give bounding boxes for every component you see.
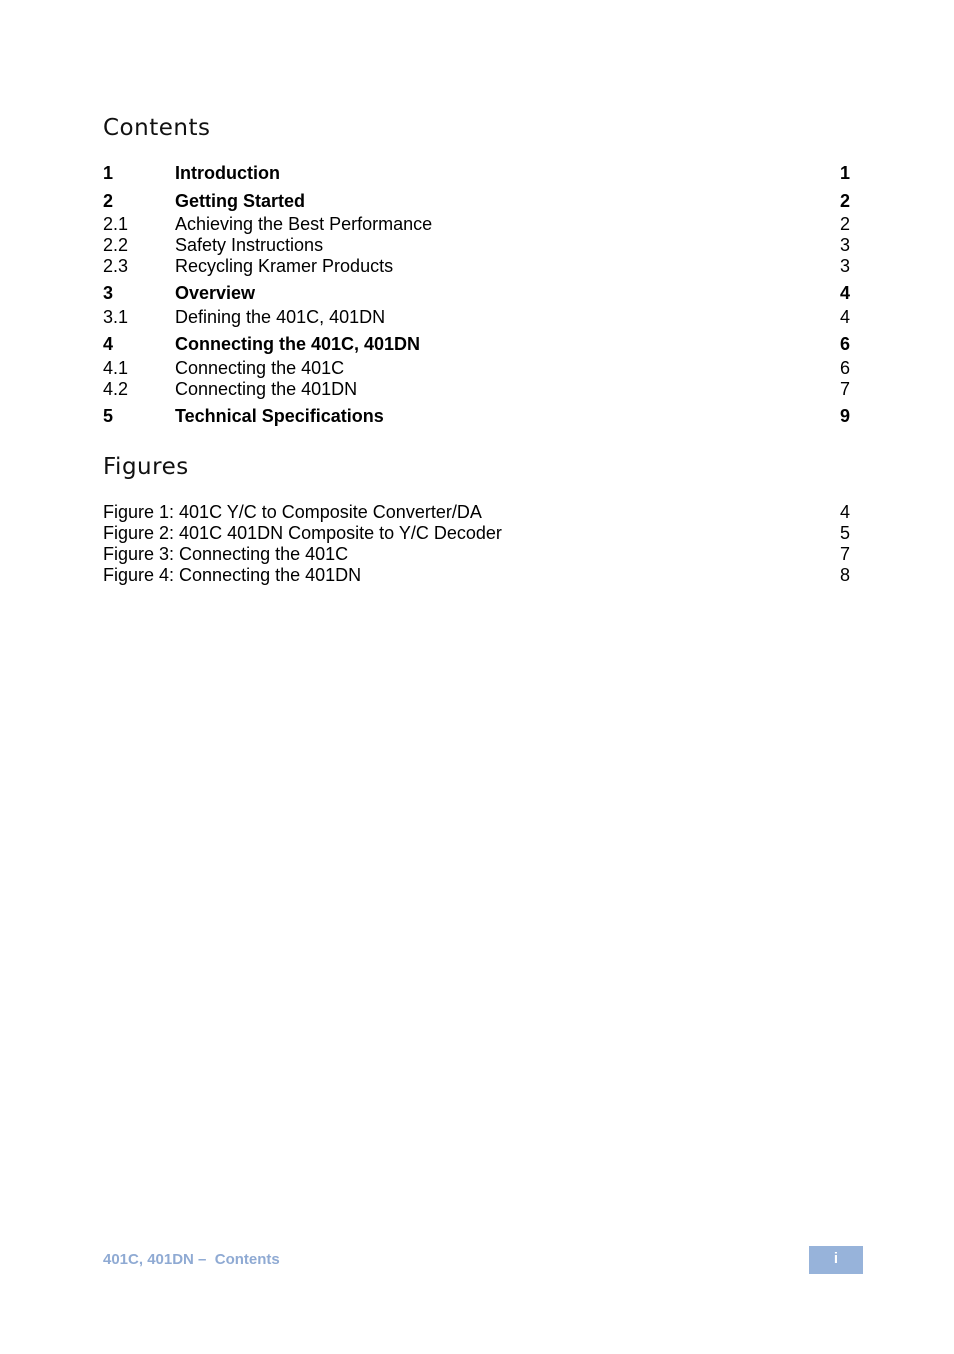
toc-entry-page: 9 [839, 406, 850, 426]
footer-title: 401C, 401DN – Contents [103, 1251, 280, 1268]
toc-entry-number: 4 [103, 334, 114, 354]
toc-entry[interactable] [103, 214, 850, 235]
figure-entry-title: Figure 2: 401C 401DN Composite to Y/C Decoder [103, 523, 502, 543]
figure-entry-page: 8 [839, 565, 850, 585]
toc-entry[interactable] [103, 406, 850, 427]
toc-entry-title: Connecting the 401C [175, 358, 345, 378]
figure-entry[interactable] [103, 502, 850, 523]
toc-entry[interactable] [103, 358, 850, 379]
toc-entry-number: 2.2 [103, 235, 129, 255]
toc-entry[interactable] [103, 256, 850, 277]
toc-entry-page: 3 [839, 256, 850, 276]
toc-entry-page: 4 [839, 283, 850, 303]
figure-entry[interactable] [103, 523, 850, 544]
toc-entry-number: 3.1 [103, 307, 129, 327]
toc-entry-title: Achieving the Best Performance [175, 214, 433, 234]
toc-entry-title: Getting Started [175, 191, 306, 211]
figure-entry[interactable] [103, 544, 850, 565]
toc-entry-page: 6 [839, 334, 850, 354]
toc-entry-title: Introduction [175, 163, 280, 183]
toc-entry[interactable] [103, 235, 850, 256]
toc-entry-title: Safety Instructions [175, 235, 324, 255]
figure-entry[interactable] [103, 565, 850, 586]
toc-entry-page: 2 [839, 214, 850, 234]
toc-entry[interactable] [103, 379, 850, 400]
toc-entry-number: 3 [103, 283, 114, 303]
toc-entry[interactable] [103, 163, 850, 184]
toc-entry[interactable] [103, 307, 850, 328]
toc-entry-number: 4.1 [103, 358, 129, 378]
figure-entry-page: 7 [839, 544, 850, 564]
toc-entry-title: Technical Specifications [175, 406, 384, 426]
toc-entry-number: 1 [103, 163, 114, 183]
toc-entry-page: 4 [839, 307, 850, 327]
toc-entry[interactable] [103, 191, 850, 212]
toc-entry-page: 1 [839, 163, 850, 183]
contents-heading: Contents [103, 115, 211, 141]
toc-entry-number: 2.1 [103, 214, 129, 234]
toc-entry[interactable] [103, 283, 850, 304]
toc-entry-page: 6 [839, 358, 850, 378]
toc-entry-number: 5 [103, 406, 114, 426]
toc-entry-title: Defining the 401C, 401DN [175, 307, 386, 327]
toc-entry-title: Connecting the 401C, 401DN [175, 334, 421, 354]
figure-entry-page: 4 [839, 502, 850, 522]
figure-entry-page: 5 [839, 523, 850, 543]
toc-entry-title: Overview [175, 283, 256, 303]
toc-entry-title: Connecting the 401DN [175, 379, 358, 399]
toc-entry-page: 7 [839, 379, 850, 399]
figure-entry-title: Figure 4: Connecting the 401DN [103, 565, 362, 585]
toc-entry-number: 2.3 [103, 256, 129, 276]
toc-entry-title: Recycling Kramer Products [175, 256, 394, 276]
toc-entry-page: 3 [839, 235, 850, 255]
figure-entry-title: Figure 1: 401C Y/C to Composite Converter/DA [103, 502, 482, 522]
toc-entry-page: 2 [839, 191, 850, 211]
toc-entry[interactable] [103, 334, 850, 355]
toc-entry-number: 4.2 [103, 379, 129, 399]
toc-entry-number: 2 [103, 191, 114, 211]
figure-entry-title: Figure 3: Connecting the 401C [103, 544, 349, 564]
figures-heading: Figures [103, 454, 189, 480]
page-number-badge: i [809, 1246, 863, 1274]
